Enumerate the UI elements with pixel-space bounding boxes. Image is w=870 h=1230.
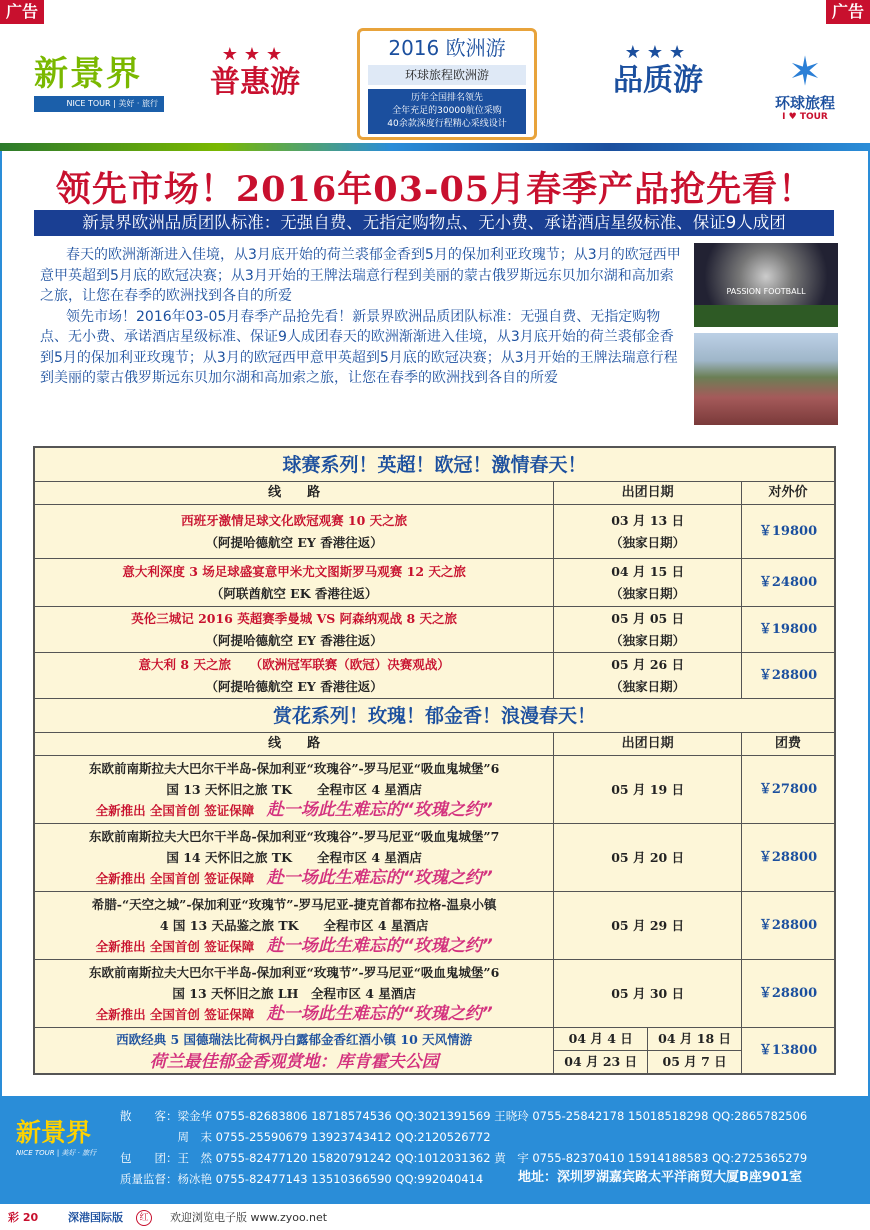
nice-tour-logo-en: NICE TOUR | 美好 · 旅行 <box>34 96 164 112</box>
headline: 领先市场！2016年03-05月春季产品抢先看！ <box>55 169 815 210</box>
intro-paragraph: 春天的欧洲渐渐进入佳境，从3月底开始的荷兰裘郁金香到5月的保加利亚玫瑰节；从3月的欧冠西甲意甲英超到5月底的欧冠决赛；从3月开始的王牌法瑞意行程到美丽的蒙古俄罗斯远东贝加尔湖和高加索之旅，让您在春季的欧洲找到各自的所爱 <box>40 247 681 304</box>
badge-line: 40余款深度行程精心采线设计 <box>387 119 507 129</box>
table-row <box>35 824 835 892</box>
route-name: 意大利 8 天之旅 （欧洲冠军联赛（欧冠）决赛观战） <box>138 656 450 672</box>
column-header-price: 团费 <box>742 733 835 756</box>
route-line: 国 14 天怀旧之旅 TK 全程市区 4 星酒店 <box>166 850 422 865</box>
puhui-logo <box>195 44 315 101</box>
route-line: 国 13 天怀旧之旅 TK 全程市区 4 星酒店 <box>166 782 422 797</box>
contact-row: 包 团：王 然 0755-82477120 15820791242 QQ:1012031362 黄 宇 0755-82370410 15914188583 QQ:2725365279 <box>120 1151 808 1165</box>
route-line: 希腊-“天空之城”-保加利亚“玫瑰节”-罗马尼亚-捷克首都布拉格-温泉小镇 <box>91 897 497 912</box>
slogan: 赴一场此生难忘的“玫瑰之约” <box>266 868 493 888</box>
column-header-date: 出团日期 <box>554 733 742 756</box>
contact-row: 散 客：梁金华 0755-82683806 18718574536 QQ:3021391569 王晓玲 0755-25842178 15018518298 QQ:2865782506 <box>120 1109 808 1123</box>
contact-address: 地址：深圳罗湖嘉宾路太平洋商贸大厦B座901室 <box>518 1170 803 1185</box>
football-photo-label: PASSION FOOTBALL <box>726 287 806 296</box>
departure-date: 05 月 19 日 <box>554 756 742 824</box>
table-row <box>35 559 835 607</box>
huanqiu-logo <box>770 50 840 122</box>
badge-line: 全年充足的30000航位采购 <box>392 106 502 116</box>
column-header-route: 线 路 <box>35 733 554 756</box>
date-note: （独家日期） <box>610 585 686 601</box>
slogan: 荷兰最佳郁金香观赏地：库肯霍夫公园 <box>149 1051 439 1072</box>
football-photo <box>694 243 838 327</box>
route-name: 西班牙激情足球文化欧冠观赛 10 天之旅 <box>181 512 408 528</box>
contact-panel <box>0 1096 870 1204</box>
departure-date: 05 月 26 日 <box>611 656 685 672</box>
price: ￥24800 <box>742 559 835 607</box>
airline: （阿联酋航空 EK 香港往返） <box>210 585 378 601</box>
promo-text: 全新推出 全国首创 签证保障 <box>95 803 255 818</box>
product-table <box>33 446 836 1075</box>
badge-title: 2016 欧洲游 <box>388 36 506 60</box>
star-icon: ★★★ <box>624 42 692 63</box>
intro-text <box>40 245 686 389</box>
price: ￥19800 <box>742 505 835 559</box>
badge-lines <box>368 89 526 134</box>
table-row <box>35 960 835 1028</box>
puhui-logo-text: 普惠游 <box>210 65 300 100</box>
flower-section-title: 赏花系列！玫瑰！郁金香！浪漫春天！ <box>35 699 835 733</box>
huanqiu-logo-sub: I ♥ TOUR <box>782 112 828 122</box>
contact-logo-en: NICE TOUR | 美好 · 旅行 <box>16 1149 97 1157</box>
badge-line: 历年全国排名领先 <box>410 93 483 103</box>
edition-name: 深港国际版 <box>68 1211 123 1224</box>
red-circle-icon: 红 <box>136 1210 152 1226</box>
promo-text: 全新推出 全国首创 签证保障 <box>95 1007 255 1022</box>
airline: （阿提哈德航空 EY 香港往返） <box>205 678 383 694</box>
europe-2016-badge <box>357 28 537 140</box>
column-header-price: 对外价 <box>742 482 835 505</box>
badge-subtitle: 环球旅程欧洲游 <box>368 65 526 85</box>
route-line: 东欧前南斯拉夫大巴尔干半岛-保加利亚“玫瑰谷”-罗马尼亚“吸血鬼城堡”7 <box>88 829 500 844</box>
column-header-date: 出团日期 <box>554 482 742 505</box>
price: ￥19800 <box>742 607 835 653</box>
price: ￥28800 <box>742 653 835 699</box>
ad-label-right: 广告 <box>826 0 870 24</box>
contact-logo <box>16 1118 108 1158</box>
departure-date: 04 月 15 日 <box>611 563 685 579</box>
pinzhi-logo-text: 品质游 <box>613 63 703 98</box>
contact-logo-text: 新景界 <box>16 1118 92 1147</box>
ad-label-left: 广告 <box>0 0 44 24</box>
pitch <box>694 305 838 327</box>
column-header-route: 线 路 <box>35 482 554 505</box>
slogan: 赴一场此生难忘的“玫瑰之约” <box>266 936 493 956</box>
route-name: 英伦三城记 2016 英超赛季曼城 VS 阿森纳观战 8 天之旅 <box>131 610 458 626</box>
slogan: 赴一场此生难忘的“玫瑰之约” <box>266 800 493 820</box>
nice-tour-logo <box>34 54 164 112</box>
rainbow-divider <box>0 143 870 151</box>
departure-date: 05 月 30 日 <box>554 960 742 1028</box>
route-line: 西欧经典 5 国德瑞法比荷枫丹白露郁金香红酒小镇 10 天风情游 <box>116 1031 473 1047</box>
route-line: 东欧前南斯拉夫大巴尔干半岛-保加利亚“玫瑰节”-罗马尼亚“吸血鬼城堡”6 <box>88 965 500 980</box>
star-icon: ✶ <box>788 49 822 95</box>
price: ￥28800 <box>742 960 835 1028</box>
page-number: 彩 20 <box>8 1211 39 1224</box>
departure-date: 05 月 20 日 <box>554 824 742 892</box>
festival-photo <box>694 333 838 425</box>
star-icon: ★★★ <box>221 44 289 65</box>
airline: （阿提哈德航空 EY 香港往返） <box>205 632 383 648</box>
route-line: 4 国 13 天品鉴之旅 TK 全程市区 4 星酒店 <box>159 918 429 933</box>
price: ￥13800 <box>742 1028 835 1074</box>
nice-tour-logo-text: 新景界 <box>34 54 142 94</box>
contact-row: 质量监督：杨冰艳 0755-82477143 13510366590 QQ:992040414 <box>120 1172 484 1186</box>
departure-date: 04 月 18 日 <box>648 1028 741 1051</box>
route-name: 意大利深度 3 场足球盛宴意甲米尤文图斯罗马观赛 12 天之旅 <box>122 563 466 579</box>
contact-row: 周 末 0755-25590679 13923743412 QQ:2120526772 <box>120 1130 491 1144</box>
table-row <box>35 607 835 653</box>
airline: （阿提哈德航空 EY 香港往返） <box>205 534 383 550</box>
promo-text: 全新推出 全国首创 签证保障 <box>95 939 255 954</box>
intro-paragraph: 领先市场！2016年03-05月春季产品抢先看！新景界欧洲品质团队标准：无强自费、无指定购物点、无小费、承诺酒店星级标准、保证9人成团春天的欧洲渐渐进入佳境，从3月底开始的荷兰裘郁金香到5月的保加利亚玫瑰节；从3月的欧冠西甲意甲英超到5月底的欧冠决赛；从3月开始的王牌法瑞意行程到美丽的蒙古俄罗斯远东贝加尔湖和高加索之旅，让您在春季的欧洲找到各自的所爱 <box>40 308 678 386</box>
table-row <box>35 756 835 824</box>
date-note: （独家日期） <box>610 632 686 648</box>
price: ￥27800 <box>742 756 835 824</box>
brand-logos <box>0 24 870 148</box>
departure-date: 04 月 23 日 <box>554 1051 647 1074</box>
route-line: 国 13 天怀旧之旅 LH 全程市区 4 星酒店 <box>172 986 416 1001</box>
pinzhi-logo <box>598 42 718 99</box>
departure-date: 05 月 05 日 <box>611 610 685 626</box>
table-row <box>35 1028 835 1074</box>
departure-date: 03 月 13 日 <box>611 512 685 528</box>
date-note: （独家日期） <box>610 678 686 694</box>
departure-date: 05 月 29 日 <box>554 892 742 960</box>
standards-bar: 新景界欧洲品质团队标准：无强自费、无指定购物点、无小费、承诺酒店星级标准、保证9人成团 <box>34 210 834 236</box>
promo-text: 全新推出 全国首创 签证保障 <box>95 871 255 886</box>
table-row <box>35 892 835 960</box>
price: ￥28800 <box>742 824 835 892</box>
football-section-title: 球赛系列！英超！欧冠！激情春天！ <box>35 448 835 482</box>
slogan: 赴一场此生难忘的“玫瑰之约” <box>266 1004 493 1024</box>
departure-date: 04 月 4 日 <box>554 1028 647 1051</box>
date-note: （独家日期） <box>610 534 686 550</box>
huanqiu-logo-text: 环球旅程 <box>774 94 835 112</box>
website-link[interactable]: 欢迎浏览电子版 www.zyoo.net <box>170 1211 328 1224</box>
price: ￥28800 <box>742 892 835 960</box>
page-footer <box>0 1206 870 1230</box>
departure-date: 05 月 7 日 <box>648 1051 741 1074</box>
table-row <box>35 505 835 559</box>
table-row <box>35 653 835 699</box>
route-line: 东欧前南斯拉夫大巴尔干半岛-保加利亚“玫瑰谷”-罗马尼亚“吸血鬼城堡”6 <box>88 761 500 776</box>
